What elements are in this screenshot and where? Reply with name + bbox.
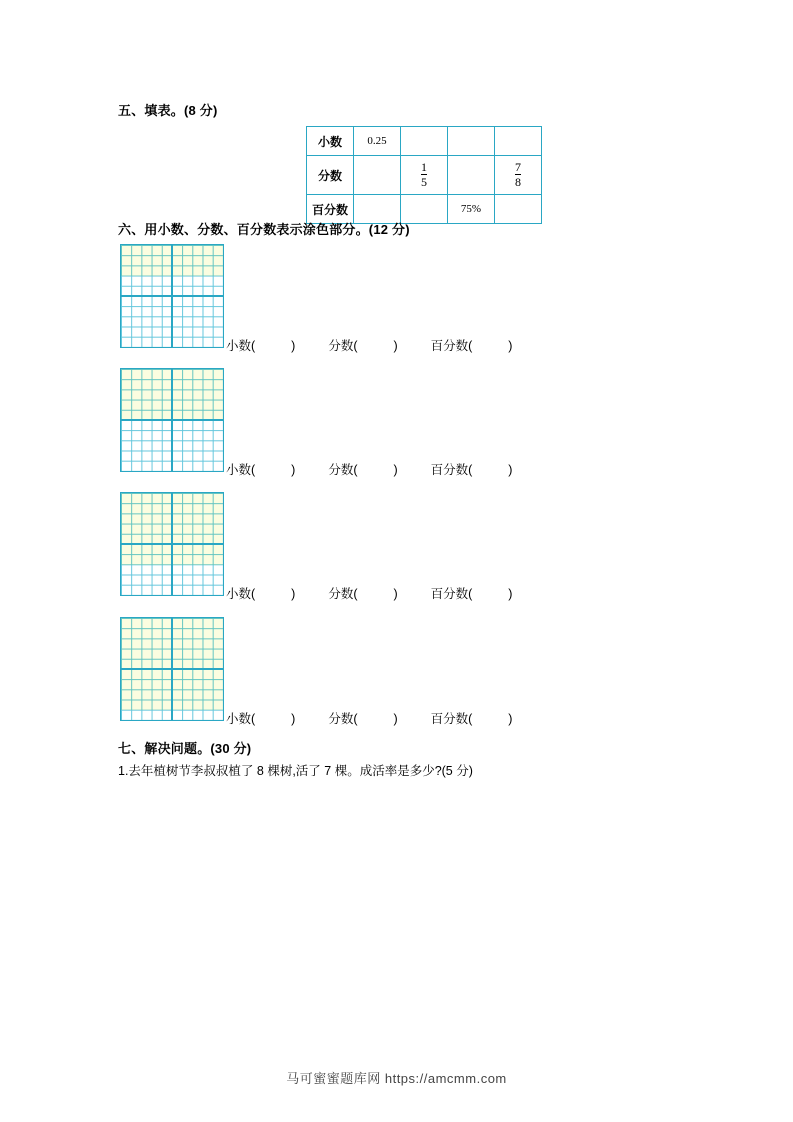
grid-3-horizontal-major [121, 543, 223, 545]
percent-cell-4[interactable] [495, 195, 542, 224]
answer-decimal-2-close: ) [291, 463, 296, 477]
fraction-cell-2[interactable] [401, 156, 448, 195]
answer-fraction-4[interactable]: 分数( [328, 712, 358, 726]
section-seven-title: 七、解决问题。(30 分) [118, 741, 252, 756]
section-seven-question-1: 1.去年植树节李叔叔植了 8 棵树,活了 7 棵。成活率是多少?(5 分) [118, 764, 473, 778]
answer-decimal-3-close: ) [291, 587, 296, 601]
answer-decimal-2[interactable]: 小数( [226, 463, 256, 477]
answer-fraction-1-close: ) [393, 339, 398, 353]
answer-fraction-4-close: ) [393, 712, 398, 726]
answer-percent-2-close: ) [508, 463, 513, 477]
answer-fraction-2[interactable]: 分数( [328, 463, 358, 477]
section-five-title: 五、填表。(8 分) [118, 103, 218, 118]
decimal-cell-2[interactable] [401, 127, 448, 156]
answer-percent-1[interactable]: 百分数( [430, 339, 473, 353]
fraction-one-fifth: $\frac{1}{5}$ [421, 160, 427, 189]
answer-percent-3-close: ) [508, 587, 513, 601]
row-label-fraction: 分数 [307, 156, 354, 195]
answer-fraction-3-close: ) [393, 587, 398, 601]
answer-fraction-3[interactable]: 分数( [328, 587, 358, 601]
fraction-cell-3[interactable] [448, 156, 495, 195]
fraction-seven-eighths: $\frac{7}{8}$ [515, 160, 521, 189]
grid-1-horizontal-major [121, 295, 223, 297]
answer-decimal-4[interactable]: 小数( [226, 712, 256, 726]
grid-4-horizontal-major [121, 668, 223, 670]
shaded-grid-4 [120, 617, 224, 721]
answer-fraction-2-close: ) [393, 463, 398, 477]
shaded-grid-2 [120, 368, 224, 472]
decimal-cell-1[interactable]: 0.25 [354, 127, 401, 156]
answer-percent-2[interactable]: 百分数( [430, 463, 473, 477]
table-row-decimal [307, 127, 542, 156]
answer-decimal-3[interactable]: 小数( [226, 587, 256, 601]
decimal-cell-4[interactable] [495, 127, 542, 156]
answer-fraction-1[interactable]: 分数( [328, 339, 358, 353]
shaded-grid-1 [120, 244, 224, 348]
row-label-percent: 百分数 [307, 195, 354, 224]
answer-decimal-1-close: ) [291, 339, 296, 353]
answer-percent-1-close: ) [508, 339, 513, 353]
answer-row-2 [226, 460, 512, 478]
decimal-cell-3[interactable] [448, 127, 495, 156]
section-six-title: 六、用小数、分数、百分数表示涂色部分。(12 分) [118, 222, 410, 237]
answer-percent-4-close: ) [508, 712, 513, 726]
row-label-decimal: 小数 [307, 127, 354, 156]
answer-row-4 [226, 709, 512, 727]
footer-watermark: 马可蜜蜜题库网 https://amcmm.com [286, 1071, 507, 1086]
answer-percent-3[interactable]: 百分数( [430, 587, 473, 601]
fraction-cell-1[interactable] [354, 156, 401, 195]
table-row-fraction [307, 156, 542, 195]
shaded-grid-3 [120, 492, 224, 596]
answer-decimal-4-close: ) [291, 712, 296, 726]
answer-percent-4[interactable]: 百分数( [430, 712, 473, 726]
answer-row-3 [226, 584, 512, 602]
answer-decimal-1[interactable]: 小数( [226, 339, 256, 353]
answer-row-1 [226, 336, 512, 354]
conversion-table [306, 126, 542, 224]
percent-cell-3[interactable]: 75% [448, 195, 495, 224]
fraction-cell-4[interactable] [495, 156, 542, 195]
grid-2-horizontal-major [121, 419, 223, 421]
